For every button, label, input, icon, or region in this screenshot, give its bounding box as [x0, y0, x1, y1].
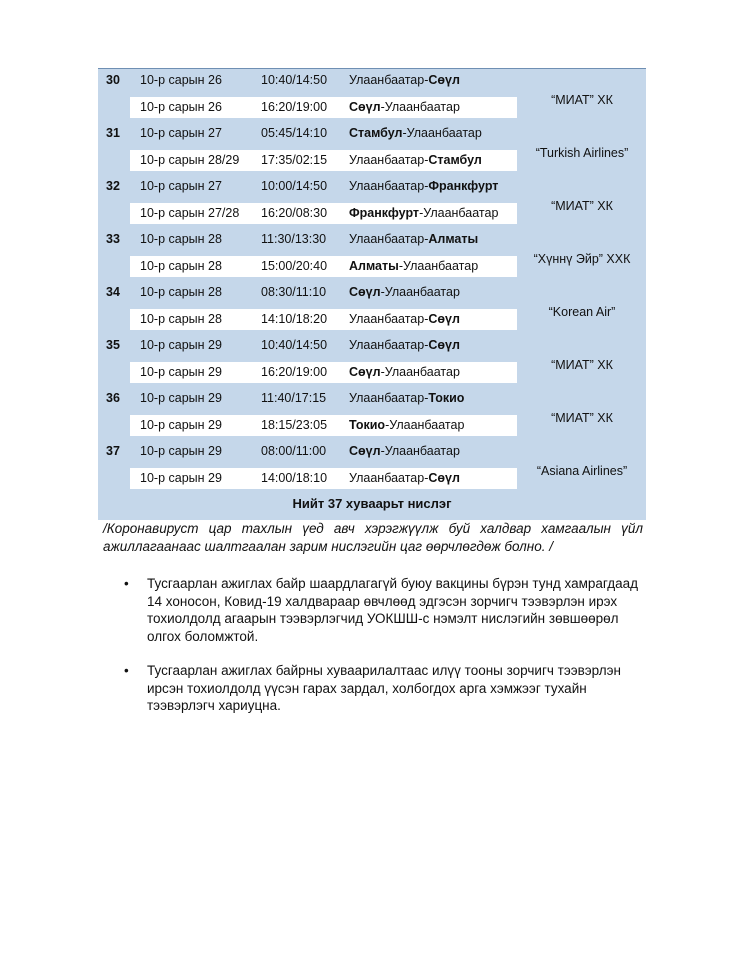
- route-destination: Стамбул: [428, 152, 482, 167]
- flight-time: 08:00/11:00: [261, 444, 327, 458]
- flight-date: 10-р сарын 29: [140, 417, 222, 432]
- route-origin: Улаанбаатар-: [349, 338, 429, 352]
- table-row: [130, 468, 517, 489]
- table-row: [130, 415, 517, 436]
- flight-time: 08:30/11:10: [261, 285, 327, 299]
- flight-date: 10-р сарын 29: [140, 444, 222, 458]
- flight-route: [349, 443, 460, 460]
- flight-date: 10-р сарын 27: [140, 179, 222, 193]
- flight-number: 32: [106, 179, 120, 193]
- flight-number: 33: [106, 232, 120, 246]
- table-row: [98, 388, 518, 409]
- table-total: Нийт 37 хуваарьт нислэг: [292, 496, 452, 511]
- flight-time: 11:40/17:15: [261, 391, 327, 405]
- flight-schedule-table: [98, 68, 646, 520]
- table-row: [130, 203, 517, 224]
- route-origin: Улаанбаатар-: [349, 232, 429, 246]
- airline-name: “Asiana Airlines”: [536, 464, 628, 478]
- flight-time: 10:00/14:50: [261, 179, 328, 193]
- flight-time: 18:15/23:05: [261, 417, 328, 432]
- flight-number: 36: [106, 391, 120, 405]
- route-destination: -Улаанбаатар: [385, 417, 465, 432]
- flight-route: [349, 205, 498, 222]
- flight-number: 35: [106, 338, 120, 352]
- flight-date: 10-р сарын 29: [140, 470, 222, 485]
- bullet-item: [122, 662, 643, 715]
- flight-route: [349, 417, 464, 434]
- table-row: [98, 70, 518, 91]
- table-row: [98, 229, 518, 250]
- flight-date: 10-р сарын 29: [140, 338, 222, 352]
- flight-route: [349, 364, 460, 381]
- table-top-border: [98, 68, 646, 69]
- flight-time: 17:35/02:15: [261, 152, 328, 167]
- flight-date: 10-р сарын 27: [140, 126, 222, 140]
- flight-time: 15:00/20:40: [261, 258, 328, 273]
- flight-route: [349, 99, 460, 116]
- flight-date: 10-р сарын 29: [140, 364, 222, 379]
- bullet-list: [122, 575, 643, 732]
- route-origin: Сөүл: [349, 99, 381, 114]
- flight-time: 10:40/14:50: [261, 338, 328, 352]
- flight-date: 10-р сарын 28: [140, 285, 222, 299]
- route-destination: -Улаанбаатар: [419, 205, 499, 220]
- route-destination: -Улаанбаатар: [380, 285, 460, 299]
- route-origin: Сөүл: [349, 444, 381, 458]
- bullet-dot: •: [124, 663, 129, 678]
- route-destination: -Улаанбаатар: [398, 258, 479, 273]
- flight-route: [349, 178, 498, 195]
- route-destination: -Улаанбаатар: [380, 444, 460, 458]
- table-row: [130, 97, 517, 118]
- airline-name: “МИАТ” ХК: [551, 411, 613, 425]
- route-origin: Улаанбаатар-: [349, 152, 429, 167]
- route-destination: Франкфурт: [428, 179, 499, 193]
- flight-date: 10-р сарын 27/28: [140, 205, 240, 220]
- flight-route: [349, 152, 482, 169]
- route-origin: Улаанбаатар-: [349, 470, 429, 485]
- table-row: [98, 335, 518, 356]
- bullet-dot: •: [124, 576, 129, 591]
- route-origin: Сөүл: [349, 285, 381, 299]
- flight-date: 10-р сарын 28: [140, 311, 222, 326]
- flight-route: [349, 72, 460, 89]
- table-row: [130, 256, 517, 277]
- flight-number: 34: [106, 285, 120, 299]
- airline-name: “Хүннү Эйр” ХХК: [533, 252, 631, 266]
- airline-name: “Turkish Airlines”: [535, 146, 629, 160]
- flight-date: 10-р сарын 26: [140, 99, 222, 114]
- flight-time: 11:30/13:30: [261, 232, 327, 246]
- table-row: [98, 123, 518, 144]
- table-row: [98, 282, 518, 303]
- route-destination: Сөүл: [428, 470, 460, 485]
- table-row: [98, 176, 518, 197]
- flight-time: 10:40/14:50: [261, 73, 328, 87]
- flight-time: 16:20/19:00: [261, 99, 328, 114]
- flight-route: [349, 231, 478, 248]
- flight-route: [349, 311, 460, 328]
- route-destination: -Улаанбаатар: [380, 364, 460, 379]
- route-origin: Сөүл: [349, 364, 381, 379]
- flight-date: 10-р сарын 28: [140, 232, 222, 246]
- flight-number: 37: [106, 444, 120, 458]
- airline-name: “Korean Air”: [548, 305, 616, 319]
- flight-route: [349, 470, 460, 487]
- airline-name: “МИАТ” ХК: [551, 199, 613, 213]
- table-row: [130, 309, 517, 330]
- route-origin: Улаанбаатар-: [349, 311, 429, 326]
- flight-route: [349, 125, 482, 142]
- route-origin: Улаанбаатар-: [349, 179, 429, 193]
- flight-number: 30: [106, 73, 120, 87]
- route-origin: Улаанбаатар-: [349, 391, 429, 405]
- route-origin: Франкфурт: [349, 205, 420, 220]
- bullet-text: Тусгаарлан ажиглах байр шаардлагагүй буюу вакцины бүрэн тунд хамрагдаад 14 хоносон, Ковид-19 халдвараар өвчлөөд эдгэсэн зорчигч тээвэрлэн ирэх тохиолдолд агаарын тээвэрлэгчид УОКШШ-с нэмэлт нислэгийн зөвшөөрөл олгох боломжтой.: [147, 576, 639, 644]
- flight-number: 31: [106, 126, 120, 140]
- route-destination: Сөүл: [428, 73, 460, 87]
- route-destination: Сөүл: [428, 311, 460, 326]
- airline-name: “МИАТ” ХК: [551, 93, 613, 107]
- route-origin: Улаанбаатар-: [349, 73, 429, 87]
- table-row: [98, 441, 518, 462]
- route-origin: Токио: [349, 417, 386, 432]
- airline-name: “МИАТ” ХК: [551, 358, 613, 372]
- schedule-note: /Коронавируст цар тахлын үед авч хэрэгжүүлж буй халдвар хамгаалын үйл ажиллагаанаас шалтгаалан зарим нислэгийн цаг өөрчлөгдөж болно. /: [103, 521, 643, 554]
- table-row: [130, 362, 517, 383]
- flight-date: 10-р сарын 28/29: [140, 152, 240, 167]
- flight-time: 14:10/18:20: [261, 311, 328, 326]
- flight-route: [349, 337, 460, 354]
- route-destination: -Улаанбаатар: [380, 99, 460, 114]
- flight-time: 16:20/08:30: [261, 205, 328, 220]
- flight-date: 10-р сарын 26: [140, 73, 222, 87]
- route-destination: Токио: [428, 391, 465, 405]
- flight-date: 10-р сарын 29: [140, 391, 222, 405]
- flight-date: 10-р сарын 28: [140, 258, 222, 273]
- flight-time: 16:20/19:00: [261, 364, 328, 379]
- flight-route: [349, 258, 478, 275]
- flight-route: [349, 390, 464, 407]
- flight-time: 05:45/14:10: [261, 126, 328, 140]
- route-destination: -Улаанбаатар: [402, 126, 482, 140]
- bullet-item: [122, 575, 643, 645]
- route-origin: Алматы: [349, 258, 399, 273]
- route-origin: Стамбул: [349, 126, 403, 140]
- route-destination: Сөүл: [428, 338, 460, 352]
- route-destination: Алматы: [428, 232, 479, 246]
- table-row: [130, 150, 517, 171]
- flight-time: 14:00/18:10: [261, 470, 328, 485]
- bullet-text: Тусгаарлан ажиглах байрны хуваарилалтаас илүү тооны зорчигч тээвэрлэн ирсэн тохиолдолд үүсэн гарах зардал, холбогдох арга хэмжээг тухайн тээвэрлэгч хариуцна.: [147, 663, 621, 713]
- flight-route: [349, 284, 460, 301]
